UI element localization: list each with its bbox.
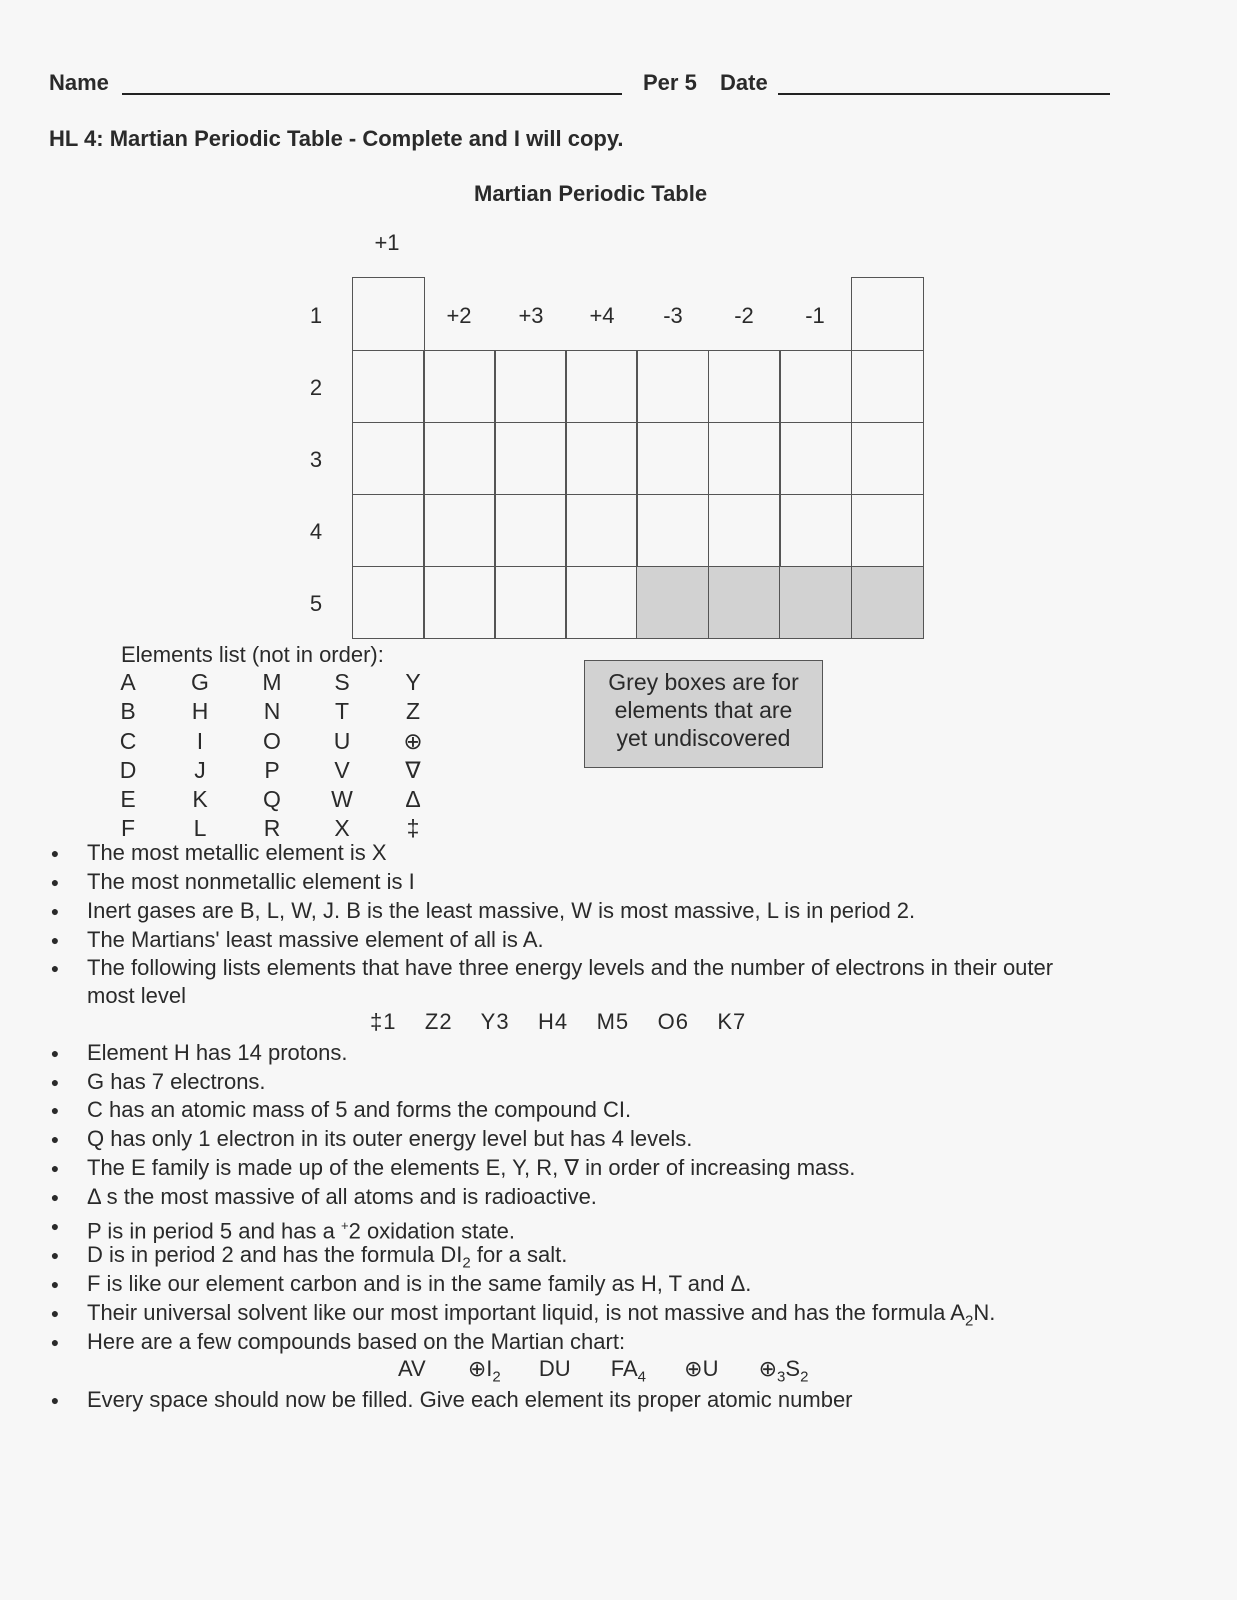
element-symbol: C (119, 727, 137, 754)
period-label: 1 (309, 303, 323, 328)
element-cell[interactable] (352, 422, 425, 495)
grey-boxes-note (584, 660, 823, 768)
element-symbol: Q (263, 786, 281, 813)
date-label: Date (720, 70, 768, 95)
text-part: for a salt. (470, 1242, 568, 1267)
text-part: Their universal solvent like our most important liquid, is not massive and has the formula A (87, 1300, 965, 1325)
subscript: 4 (637, 1368, 647, 1386)
element-symbol: Δ (405, 786, 421, 813)
element-symbol: ⊕ (403, 727, 423, 754)
compound: DU (538, 1356, 571, 1381)
bullet-icon: ● (50, 1218, 60, 1234)
element-cell[interactable] (423, 350, 496, 423)
element-symbol: ‡ (406, 815, 420, 842)
group-label: +4 (589, 303, 615, 328)
undiscovered-cell (636, 566, 709, 639)
element-symbol: V (334, 756, 350, 783)
element-symbol: O (263, 727, 281, 754)
element-symbol: K (192, 786, 208, 813)
elements-column (113, 668, 143, 844)
element-symbol: F (120, 815, 136, 842)
element-cell[interactable] (423, 566, 496, 639)
period-label: 2 (309, 375, 323, 400)
undiscovered-cell (708, 566, 781, 639)
element-symbol: I (196, 727, 204, 754)
element-cell[interactable] (352, 566, 425, 639)
superscript: + (341, 1218, 349, 1233)
name-field[interactable] (122, 93, 622, 95)
elements-column (327, 668, 357, 844)
note-line: yet undiscovered (616, 725, 791, 751)
text-part: FA (610, 1356, 638, 1381)
element-symbol: H (191, 698, 209, 725)
period-label: 4 (309, 519, 323, 544)
bullet-icon: ● (50, 903, 60, 919)
compounds-list (398, 1356, 808, 1385)
element-cell[interactable] (565, 566, 638, 639)
group-label: -1 (805, 303, 825, 328)
element-symbol: S (334, 669, 350, 695)
element-symbol: A (120, 669, 136, 695)
group-label: +3 (518, 303, 544, 328)
clue-text: C has an atomic mass of 5 and forms the compound CI. (87, 1097, 632, 1122)
element-cell[interactable] (708, 494, 781, 567)
clue-text: G has 7 electrons. (87, 1069, 266, 1094)
text-part: N. (973, 1300, 996, 1325)
element-symbol: B (120, 698, 136, 725)
element-symbol: X (334, 815, 350, 842)
clue-text: The Martians' least massive element of all is A. (87, 927, 544, 952)
element-symbol: D (119, 756, 137, 783)
element-cell[interactable] (565, 494, 638, 567)
group-label: -2 (734, 303, 754, 328)
element-cell[interactable] (851, 422, 924, 495)
period-label: 3 (309, 447, 323, 472)
subscript: 2 (492, 1368, 501, 1386)
clue-text: Element H has 14 protons. (87, 1040, 348, 1065)
element-symbol: M (262, 669, 282, 695)
elements-column (398, 668, 428, 844)
group-label-plus1: +1 (374, 230, 400, 255)
clue-text: Δ s the most massive of all atoms and is radioactive. (87, 1184, 597, 1209)
subscript: 2 (462, 1254, 471, 1272)
element-symbol: R (263, 815, 281, 842)
clue-text: The most metallic element is X (87, 840, 387, 865)
bullet-icon: ● (50, 932, 60, 948)
element-cell[interactable] (708, 422, 781, 495)
element-symbol: ∇ (405, 756, 421, 783)
clue-text: Q has only 1 electron in its outer energy level but has 4 levels. (87, 1126, 693, 1151)
element-cell[interactable] (352, 350, 425, 423)
element-cell[interactable] (636, 494, 709, 567)
clue-text: The E family is made up of the elements E, Y, R, ∇ in order of increasing mass. (87, 1155, 856, 1180)
element-cell[interactable] (494, 566, 567, 639)
element-cell[interactable] (352, 277, 425, 351)
compound (610, 1356, 647, 1386)
bullet-icon: ● (50, 1131, 60, 1147)
element-cell[interactable] (636, 422, 709, 495)
undiscovered-cell (779, 566, 852, 639)
note-line: elements that are (614, 697, 793, 723)
bullet-icon: ● (50, 1247, 60, 1263)
element-cell[interactable] (494, 494, 567, 567)
element-symbol: J (194, 756, 206, 783)
elements-list-title: Elements list (not in order): (121, 642, 384, 667)
period-label: Per 5 (643, 70, 697, 95)
element-symbol: P (264, 756, 280, 783)
element-cell[interactable] (565, 350, 638, 423)
compound: AV (398, 1356, 426, 1381)
element-symbol: N (263, 698, 281, 725)
bullet-icon: ● (50, 1305, 60, 1321)
compound (467, 1356, 501, 1386)
clue-text: F is like our element carbon and is in the same family as H, T and Δ. (87, 1271, 752, 1296)
text-part: ⊕I (467, 1356, 493, 1381)
clue-text: The most nonmetallic element is I (87, 869, 415, 894)
bullet-icon: ● (50, 1045, 60, 1061)
clue-text: most level (87, 983, 187, 1008)
element-cell[interactable] (851, 494, 924, 567)
text-part: D is in period 2 and has the formula DI (87, 1242, 463, 1267)
bullet-icon: ● (50, 1102, 60, 1118)
note-line: Grey boxes are for (608, 669, 799, 695)
bullet-icon: ● (50, 1074, 60, 1090)
element-cell[interactable] (423, 422, 496, 495)
subscript: 2 (800, 1368, 809, 1386)
bullet-icon: ● (50, 874, 60, 890)
text-part: S (785, 1356, 801, 1381)
element-cell[interactable] (423, 494, 496, 567)
bullet-icon: ● (50, 845, 60, 861)
element-symbol: W (331, 786, 353, 813)
element-symbol: L (193, 815, 207, 842)
subscript: 3 (777, 1368, 786, 1386)
bullet-icon: ● (50, 1276, 60, 1292)
element-cell[interactable] (851, 350, 924, 423)
element-cell[interactable] (352, 494, 425, 567)
electron-list: ‡1 Z2 Y3 H4 M5 O6 K7 (370, 1009, 747, 1034)
element-cell[interactable] (636, 350, 709, 423)
elements-column (185, 668, 215, 844)
clue-text: Inert gases are B, L, W, J. B is the least massive, W is most massive, L is in period 2. (87, 898, 916, 923)
bullet-icon: ● (50, 960, 60, 976)
elements-column (257, 668, 287, 844)
element-cell[interactable] (494, 350, 567, 423)
element-cell[interactable] (779, 494, 852, 567)
element-cell[interactable] (565, 422, 638, 495)
bullet-icon: ● (50, 1160, 60, 1176)
element-symbol: Z (405, 698, 421, 725)
table-title: Martian Periodic Table (474, 181, 708, 206)
clue-text: Here are a few compounds based on the Martian chart: (87, 1329, 626, 1354)
element-cell[interactable] (708, 350, 781, 423)
compound (758, 1356, 809, 1386)
element-symbol: G (191, 669, 209, 695)
element-symbol: E (120, 786, 136, 813)
element-cell[interactable] (851, 277, 924, 351)
name-label: Name (49, 70, 109, 95)
clue-text: Every space should now be filled. Give each element its proper atomic number (87, 1387, 853, 1412)
subscript: 2 (964, 1312, 974, 1330)
element-cell[interactable] (779, 350, 852, 423)
group-label: +2 (446, 303, 472, 328)
compound: ⊕U (684, 1356, 719, 1381)
element-cell[interactable] (779, 422, 852, 495)
group-label: -3 (663, 303, 683, 328)
element-cell[interactable] (494, 422, 567, 495)
element-symbol: U (333, 727, 351, 754)
element-symbol: Y (405, 669, 421, 695)
text-part: ⊕ (758, 1356, 778, 1381)
text-part: P is in period 5 and has a (87, 1218, 341, 1244)
date-field[interactable] (778, 93, 1110, 95)
period-label: 5 (309, 591, 323, 616)
bullet-icon: ● (50, 1189, 60, 1205)
clue-text: The following lists elements that have three energy levels and the number of electrons in their outer (87, 955, 1054, 980)
bullet-icon: ● (50, 1334, 60, 1350)
element-symbol: T (334, 698, 350, 725)
assignment-title: HL 4: Martian Periodic Table - Complete and I will copy. (49, 126, 624, 151)
bullet-icon: ● (50, 1392, 60, 1408)
text-part: 2 oxidation state. (348, 1218, 515, 1244)
undiscovered-cell (851, 566, 924, 639)
